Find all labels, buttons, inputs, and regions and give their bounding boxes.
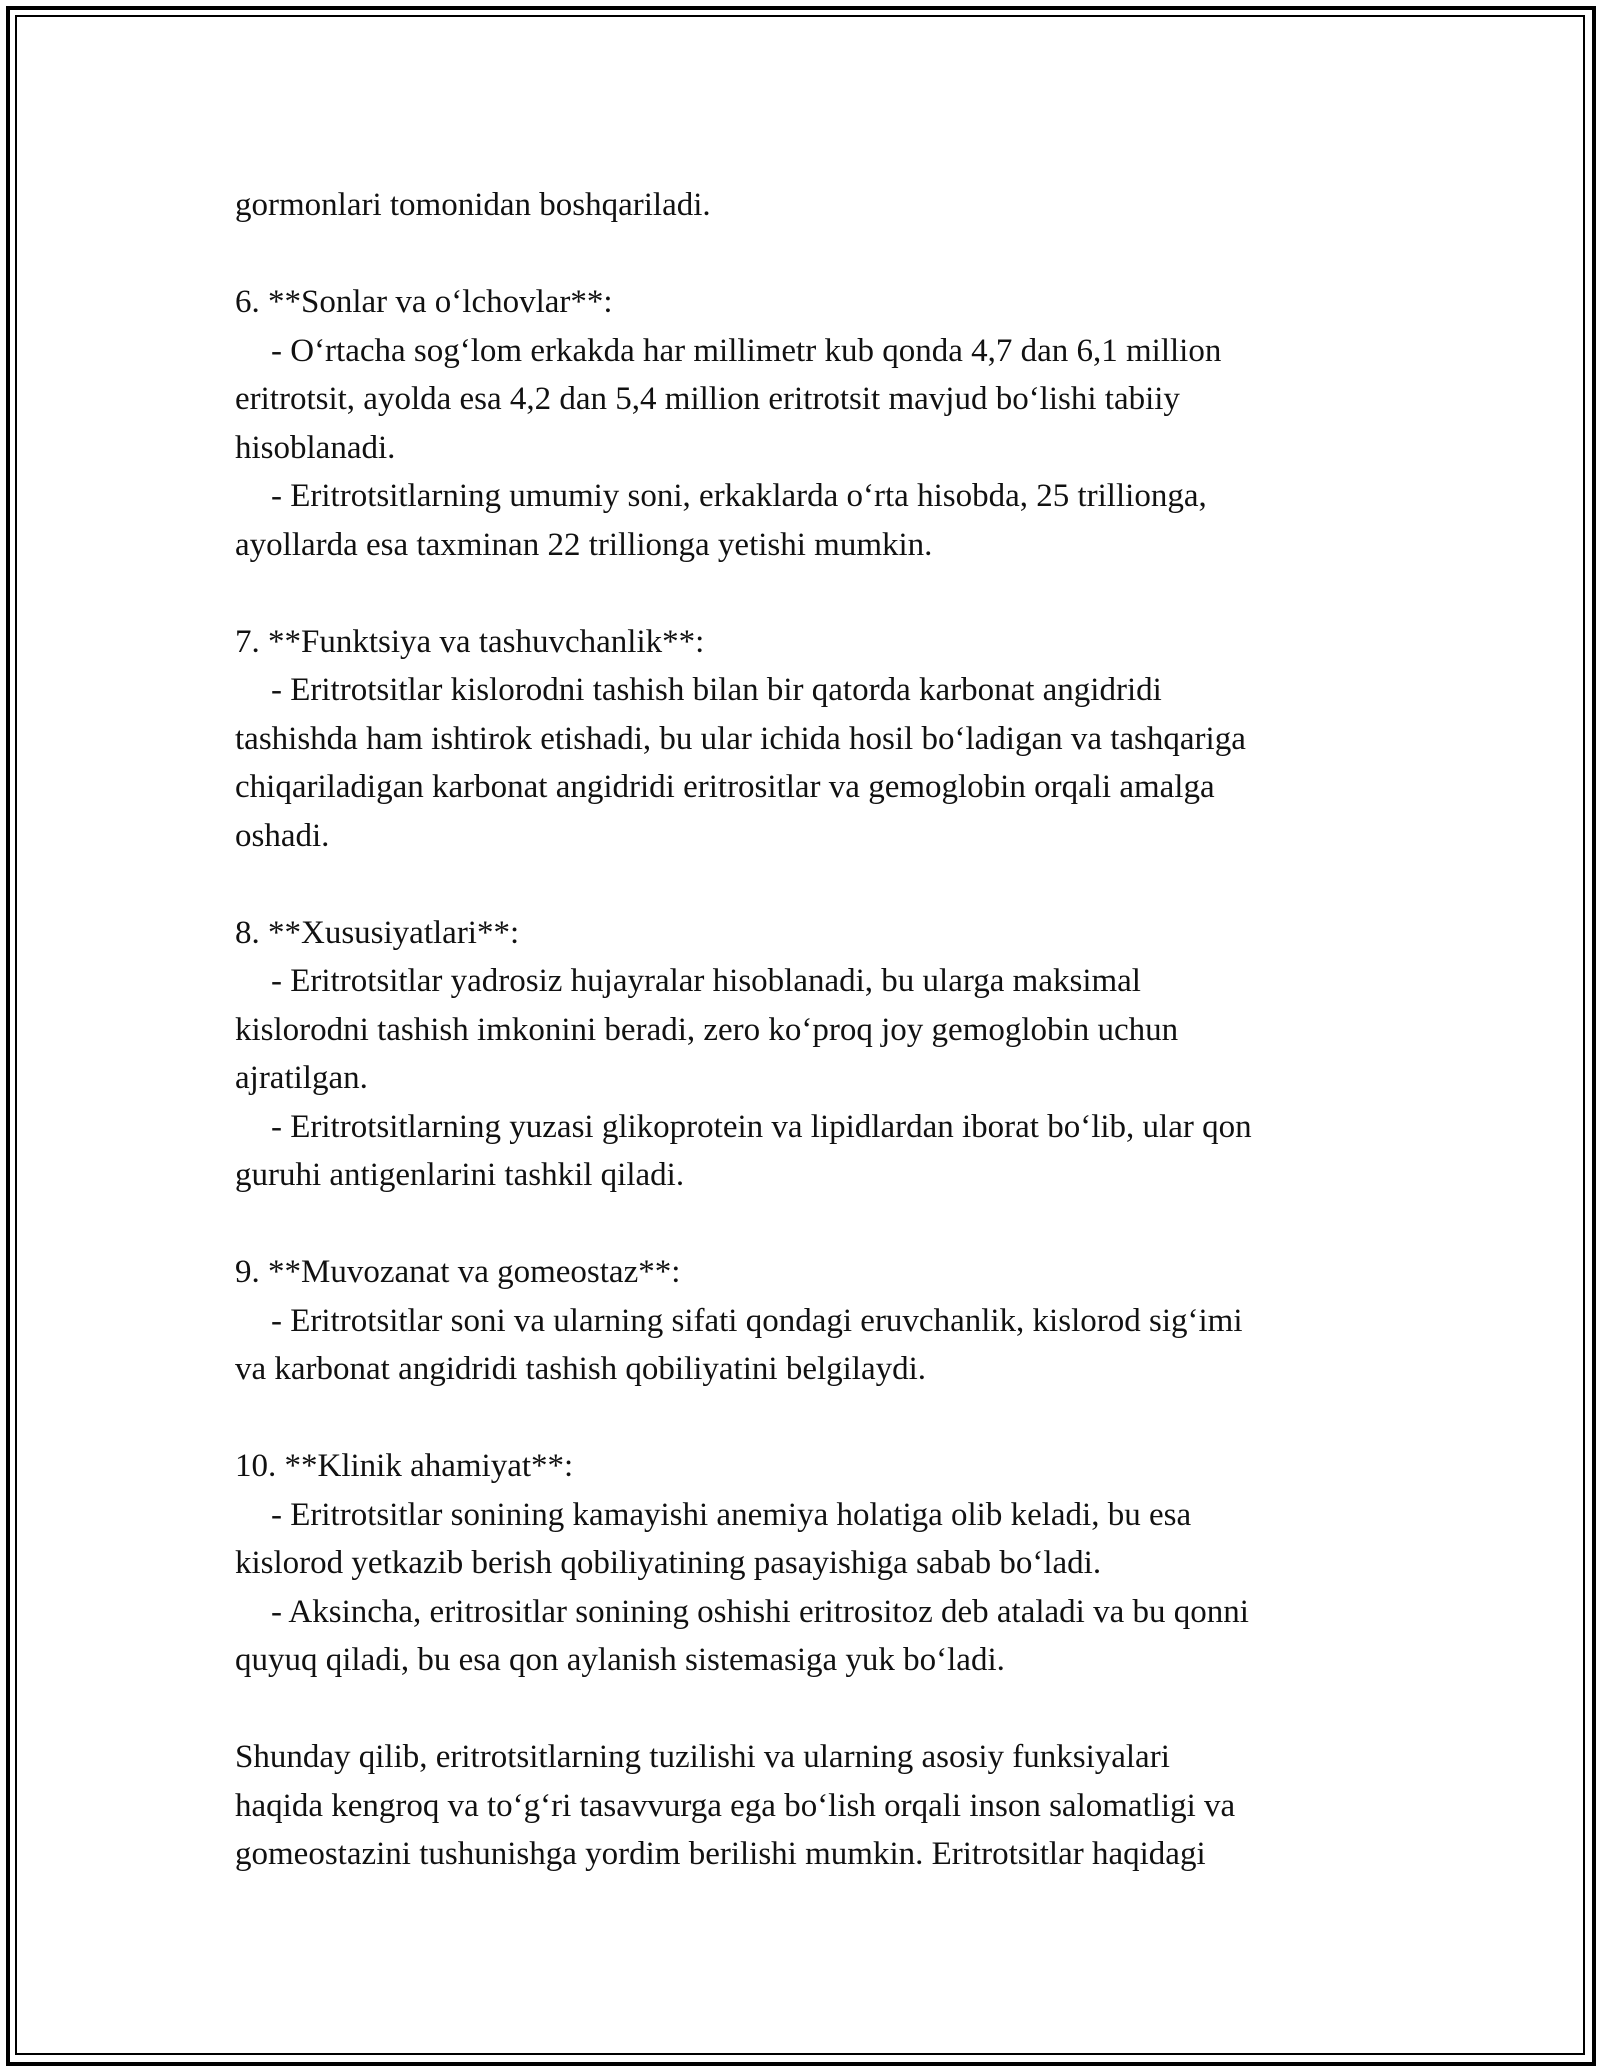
text-line: chiqariladigan karbonat angidridi eritrositlar va gemoglobin orqali amalga: [235, 769, 1215, 805]
document-body: [235, 181, 1365, 1879]
text-line: - Aksincha, eritrositlar sonining oshishi eritrositoz deb ataladi va bu qonni: [271, 1593, 1249, 1630]
text-line: va karbonat angidridi tashish qobiliyatini belgilaydi.: [235, 1351, 927, 1387]
section-heading-10: 10. **Klinik ahamiyat**:: [235, 1448, 574, 1484]
conclusion-line: gomeostazini tushunishga yordim berilishi mumkin. Eritrotsitlar haqidagi: [235, 1836, 1206, 1872]
paragraph-gap: [235, 569, 1365, 618]
text-line: kislorodni tashish imkonini beradi, zero ko‘proq joy gemoglobin uchun: [235, 1011, 1179, 1048]
text-line: quyuq qiladi, bu esa qon aylanish sistemasiga yuk bo‘ladi.: [235, 1642, 1005, 1678]
text-line: - Eritrotsitlarning yuzasi glikoprotein va lipidlardan iborat bo‘lib, ular qon: [271, 1108, 1252, 1145]
text-line: hisoblanadi.: [235, 429, 396, 466]
text-line: - Eritrotsitlar soni va ularning sifati qondagi eruvchanlik, kislorod sig‘imi: [271, 1302, 1243, 1339]
section-heading-8: 8. **Xususiyatlari**:: [235, 914, 520, 951]
paragraph-gap: [235, 230, 1365, 279]
paragraph-gap: [235, 1685, 1365, 1734]
text-line: guruhi antigenlarini tashkil qiladi.: [235, 1157, 685, 1193]
conclusion-line: Shunday qilib, eritrotsitlarning tuzilishi va ularning asosiy funksiyalari: [235, 1739, 1170, 1775]
text-line: - O‘rtacha sog‘lom erkakda har millimetr kub qonda 4,7 dan 6,1 million: [271, 332, 1222, 369]
section-heading-7: 7. **Funktsiya va tashuvchanlik**:: [235, 623, 705, 660]
section-heading-9: 9. **Muvozanat va gomeostaz**:: [235, 1254, 681, 1290]
paragraph-gap: [235, 1200, 1365, 1249]
text-line: tashishda ham ishtirok etishadi, bu ular ichida hosil bo‘ladigan va tashqariga: [235, 720, 1246, 757]
paragraph-gap: [235, 1394, 1365, 1443]
text-line: - Eritrotsitlar kislorodni tashish bilan bir qatorda karbonat angidridi: [271, 672, 1162, 708]
text-line: kislorod yetkazib berish qobiliyatining pasayishiga sabab bo‘ladi.: [235, 1545, 1102, 1581]
paragraph-gap: [235, 860, 1365, 909]
text-line: ajratilgan.: [235, 1060, 368, 1096]
text-line: gormonlari tomonidan boshqariladi.: [235, 187, 711, 223]
text-line: oshadi.: [235, 817, 330, 854]
section-heading-6: 6. **Sonlar va o‘lchovlar**:: [235, 284, 613, 320]
text-line: - Eritrotsitlar sonining kamayishi anemiya holatiga olib keladi, bu esa: [271, 1496, 1192, 1533]
text-line: - Eritrotsitlarning umumiy soni, erkaklarda o‘rta hisobda, 25 trillionga,: [271, 478, 1207, 514]
text-line: eritrotsit, ayolda esa 4,2 dan 5,4 million eritrotsit mavjud bo‘lishi tabiiy: [235, 381, 1180, 417]
text-line: ayollarda esa taxminan 22 trillionga yetishi mumkin.: [235, 526, 933, 563]
conclusion-line: haqida kengroq va to‘g‘ri tasavvurga ega bo‘lish orqali inson salomatligi va: [235, 1787, 1236, 1824]
text-line: - Eritrotsitlar yadrosiz hujayralar hisoblanadi, bu ularga maksimal: [271, 963, 1141, 999]
